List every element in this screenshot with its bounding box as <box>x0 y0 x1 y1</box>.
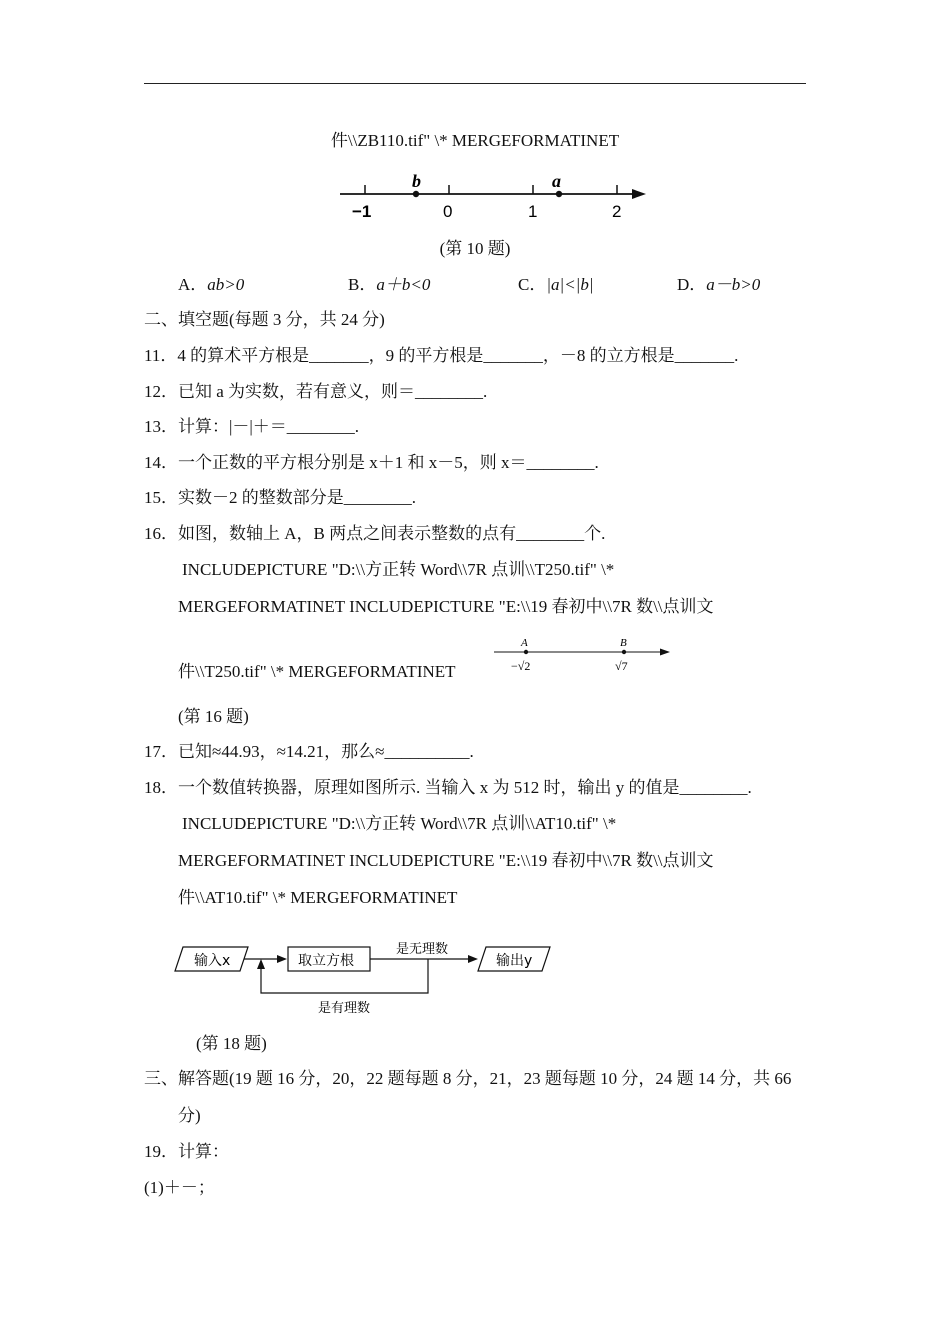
section-3-title-line2: 分) <box>178 1106 201 1125</box>
header-rule <box>144 83 806 84</box>
option-b: B．a＋b<0 <box>348 275 431 294</box>
q16-includepicture-line1: INCLUDEPICTURE "D:\\方正转 Word\\7R 点训\\T250.tif" \* <box>182 560 615 579</box>
caption-10: (第 10 题) <box>439 239 511 258</box>
caption-18: (第 18 题) <box>196 1034 267 1053</box>
option-c: C．|a|<|b| <box>518 275 594 294</box>
q18-includepicture-line2: MERGEFORMATINET INCLUDEPICTURE "E:\\19 春初中\\7R 数\\点训文 <box>178 851 714 870</box>
question-11: 11．4 的算术平方根是_______，9 的平方根是_______，－8 的立方根是_______. <box>144 346 739 365</box>
caption-16: (第 16 题) <box>178 707 249 726</box>
value-A: −√2 <box>511 659 531 673</box>
q16-includepicture-line2: MERGEFORMATINET INCLUDEPICTURE "E:\\19 春初中\\7R 数\\点训文 <box>178 597 714 616</box>
input-label: 输入x <box>194 953 231 969</box>
irrational-label: 是无理数 <box>396 942 449 957</box>
tick-label-1: 1 <box>528 202 538 221</box>
question-12: 12．已知 a 为实数，若有意义，则＝________. <box>144 382 488 401</box>
rational-label: 是有理数 <box>318 1001 371 1016</box>
q18-includepicture-line3: 件\\AT10.tif" \* MERGEFORMATINET <box>178 888 458 907</box>
arrow-head <box>632 189 646 199</box>
point-B <box>622 650 626 654</box>
q16-includepicture-line3: 件\\T250.tif" \* MERGEFORMATINET <box>178 662 456 681</box>
output-label: 输出y <box>496 953 533 969</box>
question-17: 17．已知≈44.93，≈14.21，那么≈__________. <box>144 742 474 761</box>
tick-label-2: 2 <box>612 202 622 221</box>
question-19: 19．计算： <box>144 1142 229 1161</box>
number-line-figure-16 <box>488 634 678 678</box>
question-15: 15．实数－2 的整数部分是________. <box>144 488 416 507</box>
label-b: b <box>412 171 421 191</box>
question-16: 16．如图，数轴上 A，B 两点之间表示整数的点有________个. <box>144 524 606 543</box>
section-3-title-line1: 三、解答题(19 题 16 分，20，22 题每题 8 分，21，23 题每题 10 分，24 题 14 分，共 66 <box>144 1069 792 1088</box>
label-B: B <box>620 637 627 649</box>
point-b <box>413 191 419 197</box>
label-a: a <box>552 171 561 191</box>
q18-includepicture-line1: INCLUDEPICTURE "D:\\方正转 Word\\7R 点训\\AT10.tif" \* <box>182 814 617 833</box>
question-13: 13．计算：|－|＋＝________. <box>144 417 360 436</box>
question-18: 18．一个数值转换器，原理如图所示. 当输入 x 为 512 时，输出 y 的值是________. <box>144 778 752 797</box>
value-B: √7 <box>615 659 628 673</box>
option-a: A．ab>0 <box>178 275 245 294</box>
flowchart-figure-18 <box>170 935 560 1020</box>
label-A: A <box>521 637 528 649</box>
tick-label-neg1: −1 <box>352 202 372 221</box>
figure-caption-placeholder: 件\\ZB110.tif" \* MERGEFORMATINET <box>330 131 620 150</box>
number-line-figure-10 <box>330 168 660 228</box>
tick-label-0: 0 <box>443 202 453 221</box>
point-a <box>556 191 562 197</box>
question-14: 14．一个正数的平方根分别是 x＋1 和 x－5，则 x＝________. <box>144 453 599 472</box>
process-label: 取立方根 <box>298 953 354 969</box>
question-19-part-1: (1)＋－； <box>144 1178 215 1197</box>
section-2-title: 二、填空题(每题 3 分，共 24 分) <box>144 310 385 329</box>
option-d: D．a－b>0 <box>677 275 761 294</box>
point-A <box>524 650 528 654</box>
